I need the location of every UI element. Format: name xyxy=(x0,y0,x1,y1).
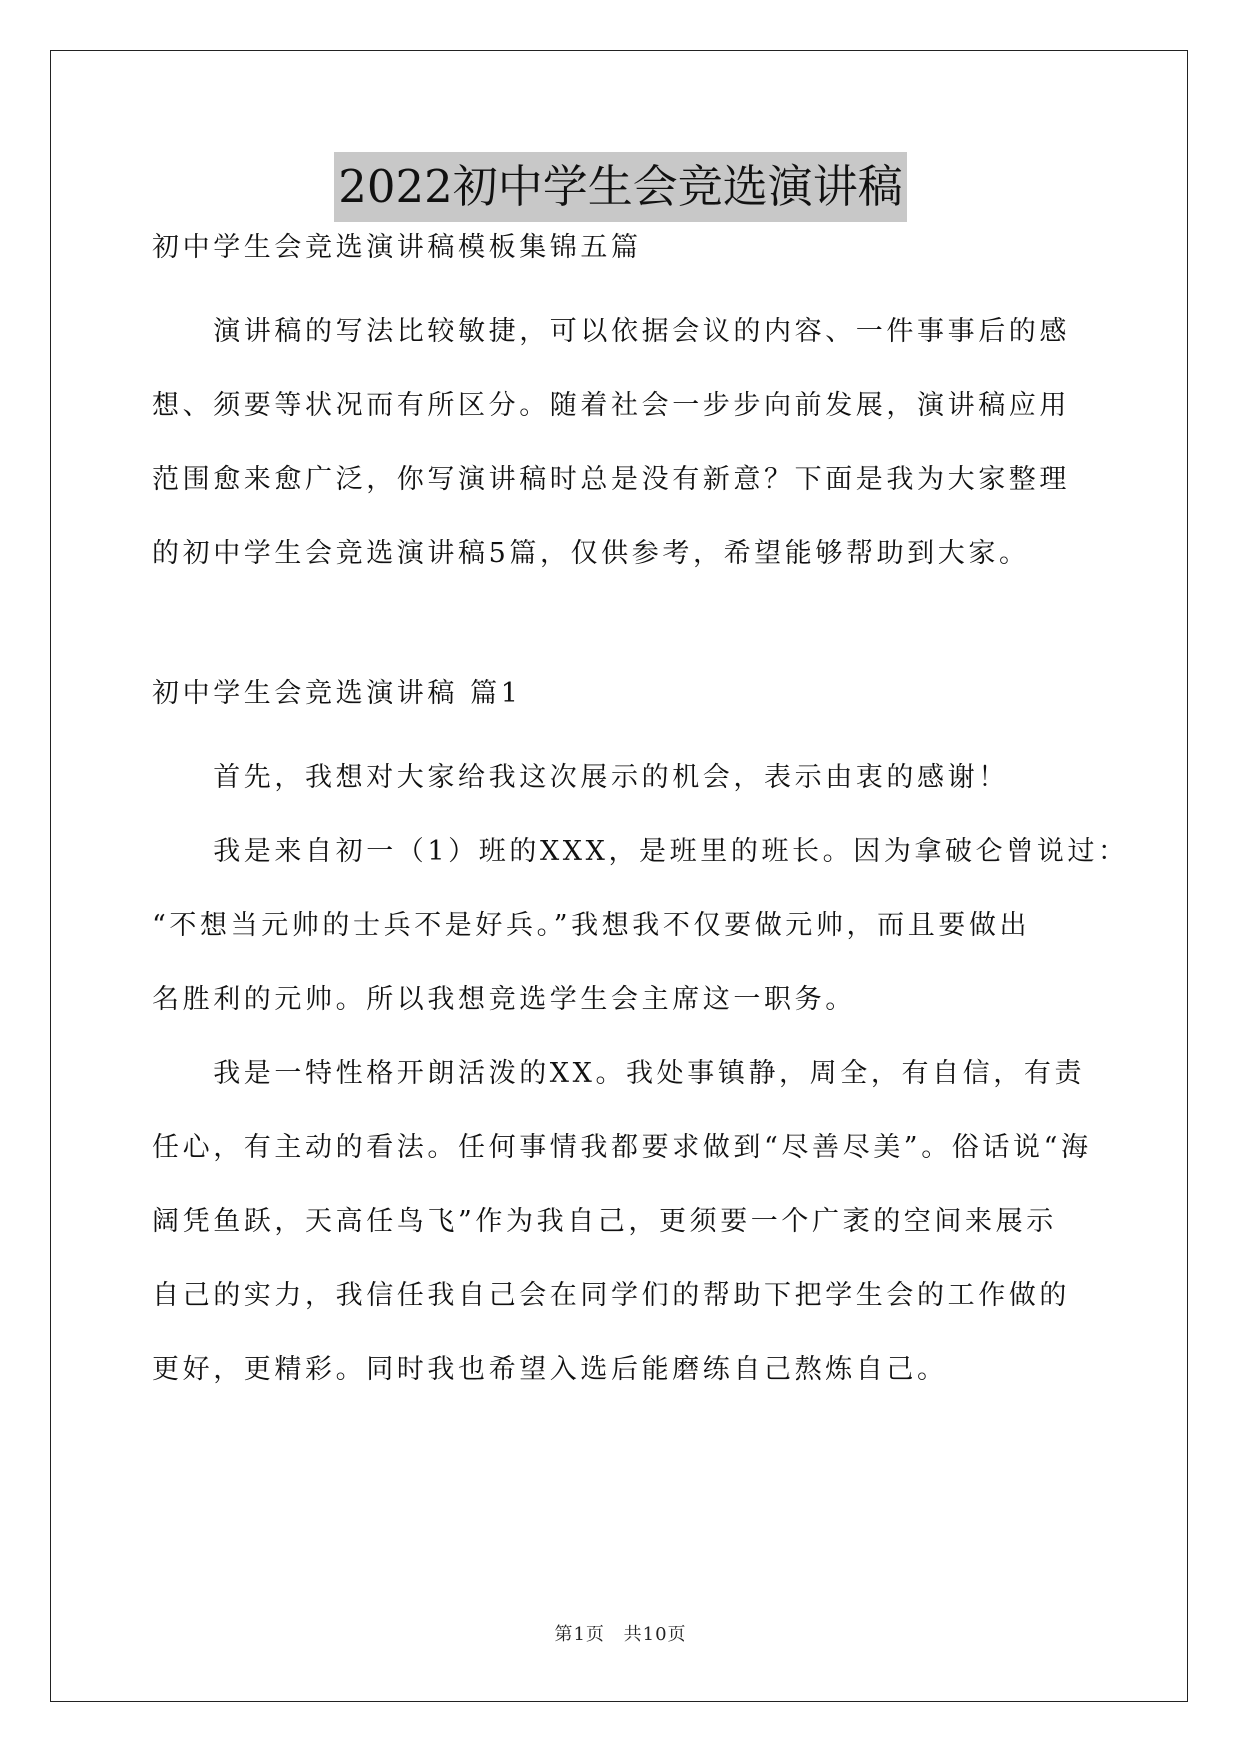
body-line: 自己的实力，我信任我自己会在同学们的帮助下把学生会的工作做的 xyxy=(152,1280,1070,1311)
body-line: 更好，更精彩。同时我也希望入选后能磨练自己熬炼自己。 xyxy=(152,1354,948,1385)
document-title: 2022初中学生会竞选演讲稿 xyxy=(334,152,907,222)
page-border xyxy=(50,50,1188,1702)
page-total: 共10页 xyxy=(623,1624,687,1645)
page-number: 第1页 xyxy=(554,1624,605,1645)
body-line: 我是来自初一（1）班的XXX，是班里的班长。因为拿破仑曾说过： xyxy=(152,836,1129,867)
body-line: 名胜利的元帅。所以我想竞选学生会主席这一职务。 xyxy=(152,984,856,1015)
intro-line: 的初中学生会竞选演讲稿5篇，仅供参考，希望能够帮助到大家。 xyxy=(152,538,1030,569)
body-line: “不想当元帅的士兵不是好兵。”我想我不仅要做元帅，而且要做出 xyxy=(152,910,1031,941)
intro-line: 想、须要等状况而有所区分。随着社会一步步向前发展，演讲稿应用 xyxy=(152,390,1070,421)
subtitle: 初中学生会竞选演讲稿模板集锦五篇 xyxy=(152,232,642,263)
body-line: 我是一特性格开朗活泼的XX。我处事镇静，周全，有自信，有责 xyxy=(152,1058,1086,1089)
page-footer xyxy=(0,1620,1241,1646)
body-line: 任心，有主动的看法。任何事情我都要求做到“尽善尽美”。俗话说“海 xyxy=(152,1132,1092,1163)
body-line: 首先，我想对大家给我这次展示的机会，表示由衷的感谢！ xyxy=(152,762,1009,793)
title-block xyxy=(0,152,1241,222)
intro-line: 范围愈来愈广泛，你写演讲稿时总是没有新意？下面是我为大家整理 xyxy=(152,464,1070,495)
intro-line: 演讲稿的写法比较敏捷，可以依据会议的内容、一件事事后的感 xyxy=(152,316,1070,347)
section-heading: 初中学生会竞选演讲稿 篇1 xyxy=(152,678,522,709)
body-line: 阔凭鱼跃，天高任鸟飞”作为我自己，更须要一个广袤的空间来展示 xyxy=(152,1206,1057,1237)
